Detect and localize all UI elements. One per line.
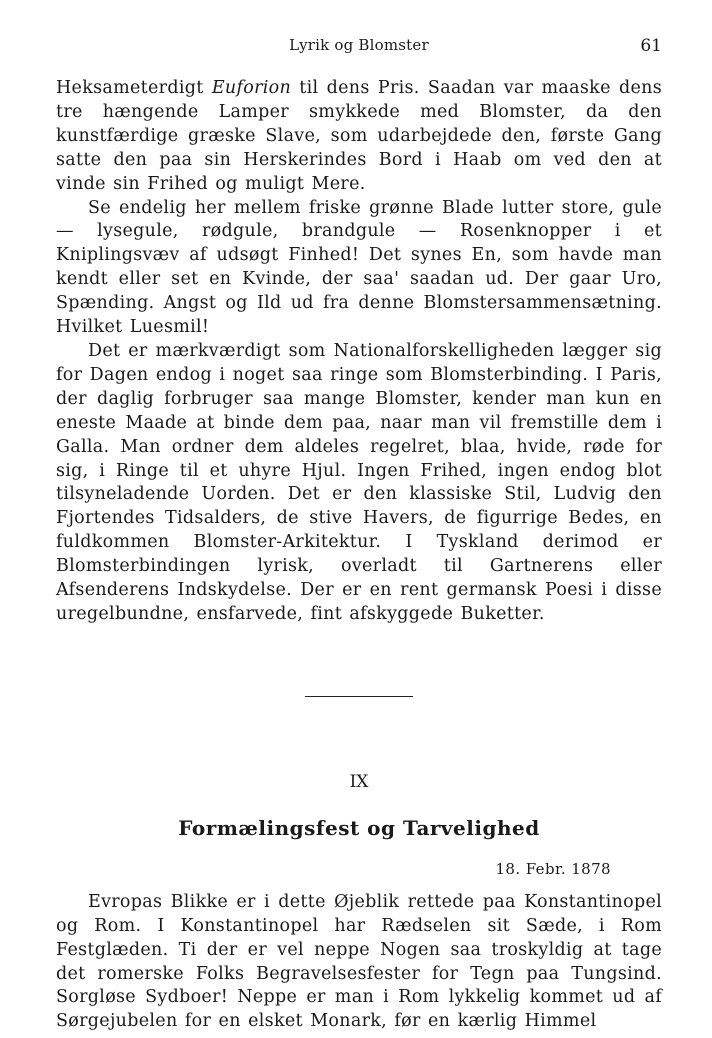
page-number: 61 — [640, 36, 662, 56]
running-title: Lyrik og Blomster — [289, 36, 429, 54]
chapter-title: Formælingsfest og Tarvelighed — [178, 815, 540, 840]
paragraph: Det er mærkværdigt som Nationalforskelligheden lægger sig for Dagen endog i noget saa ringe som Blomsterbinding. I Paris, der daglig forbruger saa mange Blomster, kender man kun en eneste Maade at binde dem paa, naar man vil fremstille dem i Galla. Man ordner dem aldeles regelret, blaa, hvide, røde for sig, i Ringe til et uhyre Hjul. Ingen Frihed, ingen endog blot tilsyneladende Uorden. Det er den klassiske Stil, Ludvig den Fjortendes Tidsalders, de stive Havers, de figurrige Bedes, en fuldkommen Blomster-Arkitektur. I Tyskland derimod er Blomsterbindingen lyrisk, overladt til Gartnerens eller Afsenderens Indskydelse. Der er en rent germansk Poesi i disse uregelbundne, ensfarvede, fint afskyggede Buketter. — [56, 340, 662, 624]
chapter-text — [56, 891, 662, 1034]
book-page — [56, 0, 662, 1034]
paragraph-text: til dens Pris. Saadan var maaske dens tre hængende Lamper smykkede med Blomster, da den kunstfærdige græske Slave, som udarbejdede den, første Gang satte den paa sin Herskerindes Bord i Haab om ved den at vinde sin Frihed og muligt Mere. — [56, 78, 662, 194]
paragraph-text: Heksameterdigt — [56, 78, 212, 98]
italic-title: Euforion — [211, 78, 292, 98]
paragraph: Se endelig her mellem friske grønne Blade lutter store, gule — lysegule, rødgule, brandgule — Rosenknopper i et Kniplingsvæv af udsøgt Finhed! Det synes En, som havde man kendt eller set en Kvinde, der saa' saadan ud. Der gaar Uro, Spænding. Angst og Ild ud fra denne Blomstersammensætning. Hvilket Luesmil! — [56, 197, 662, 338]
chapter-number: IX — [349, 771, 369, 792]
running-header — [56, 34, 662, 64]
paragraph — [56, 77, 662, 197]
section-text — [56, 77, 662, 627]
chapter-date: 18. Febr. 1878 — [495, 859, 611, 878]
paragraph: Evropas Blikke er i dette Øjeblik rettede paa Konstantinopel og Rom. I Konstantinopel har Rædselen sit Sæde, i Rom Festglæden. Ti der er vel neppe Nogen saa troskyldig at tage det romerske Folks Begravelsesfester for Tegn paa Tungsind. Sorgløse Sydboer! Neppe er man i Rom lykkelig kommet ud af Sørgejubelen for en elsket Monark, før en kærlig Himmel — [56, 891, 662, 1032]
section-divider — [305, 696, 413, 697]
